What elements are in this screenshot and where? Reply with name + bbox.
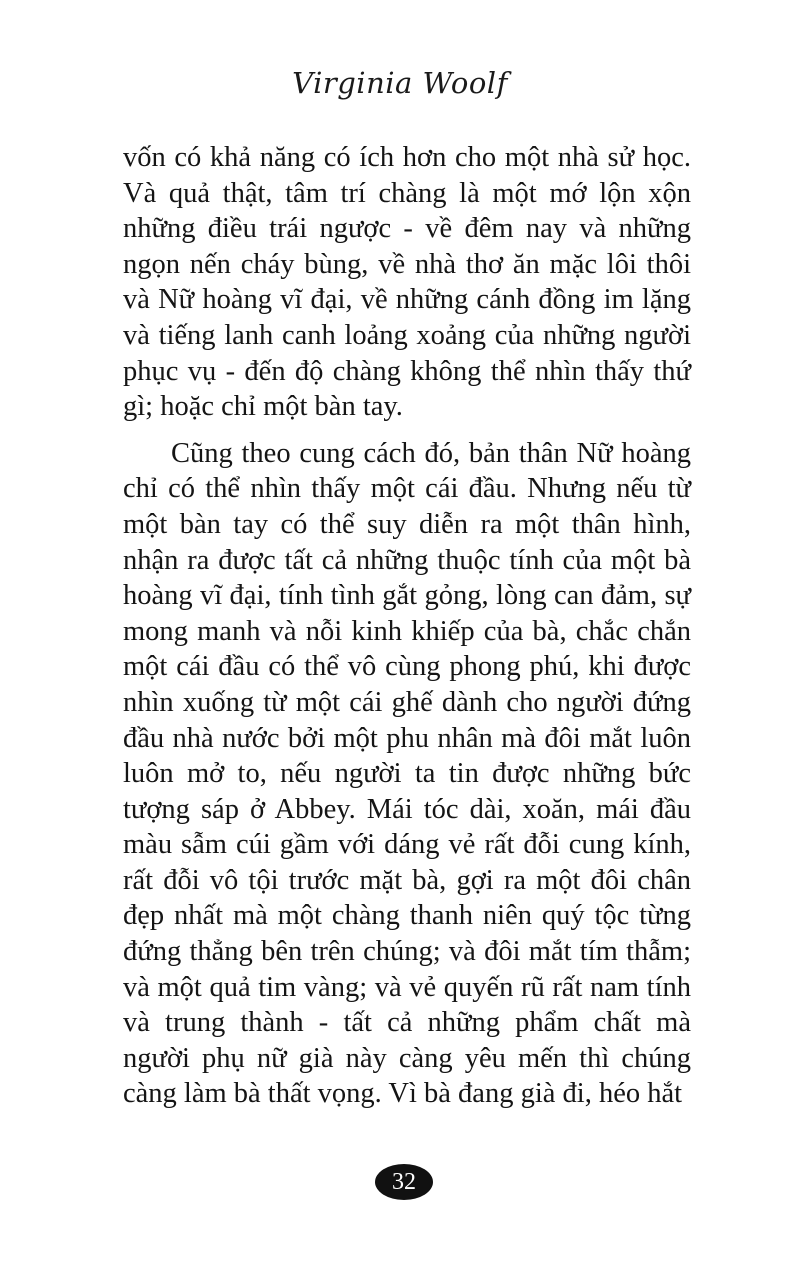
body-text <box>123 140 691 1112</box>
paragraph: vốn có khả năng có ích hơn cho một nhà sử học. Và quả thật, tâm trí chàng là một mớ lộn xộn những điều trái ngược - về đêm nay và những ngọn nến cháy bùng, về nhà thơ ăn mặc lôi thôi và Nữ hoàng vĩ đại, về những cánh đồng im lặng và tiếng lanh canh loảng xoảng của những người phục vụ - đến độ chàng không thể nhìn thấy thứ gì; hoặc chỉ một bàn tay. <box>123 142 691 423</box>
running-header-author: Virginia Woolf <box>292 66 508 100</box>
page-number-badge: 32 <box>375 1164 433 1200</box>
paragraph: Cũng theo cung cách đó, bản thân Nữ hoàng chỉ có thể nhìn thấy một cái đầu. Nhưng nếu từ một bàn tay có thể suy diễn ra một thân hình, nhận ra được tất cả những thuộc tính của một bà hoàng vĩ đại, tính tình gắt gỏng, lòng can đảm, sự mong manh và nỗi kinh khiếp của bà, chắc chắn một cái đầu có thể vô cùng phong phú, khi được nhìn xuống từ một cái ghế dành cho người đứng đầu nhà nước bởi một phu nhân mà đôi mắt luôn luôn mở to, nếu người ta tin được những bức tượng sáp ở Abbey. Mái tóc dài, xoăn, mái đầu màu sẫm cúi gầm với dáng vẻ rất đỗi cung kính, rất đỗi vô tội trước mặt bà, gợi ra một đôi chân đẹp nhất mà một chàng thanh niên quý tộc từng đứng thẳng bên trên chúng; và đôi mắt tím thẫm; và một quả tim vàng; và vẻ quyến rũ rất nam tính và trung thành - tất cả những phẩm chất mà người phụ nữ già này càng yêu mến thì chúng càng làm bà thất vọng. Vì bà đang già đi, héo hắt <box>123 437 691 1110</box>
